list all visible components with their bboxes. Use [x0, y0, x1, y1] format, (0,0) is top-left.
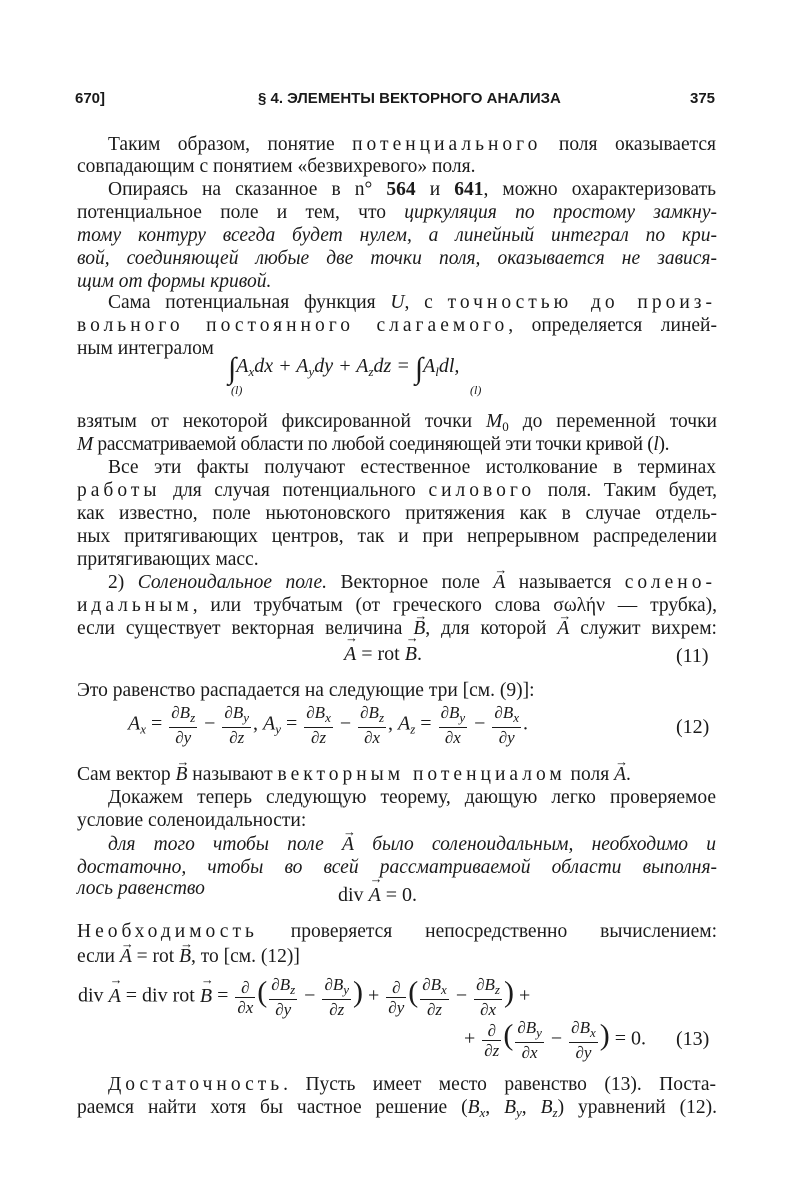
paragraph-line: вой, соединяющей любые две точки поля, оказывается не завися-: [77, 248, 717, 269]
paragraph-line: раемся найти хотя бы частное решение ($B_x$, $B_y$, $B_z$) уравнений (12).: [77, 1097, 718, 1120]
paragraph-line: условие соленоидальности:: [77, 810, 307, 831]
integral-limit: (l): [470, 383, 482, 397]
paragraph-line: Достаточность. Пусть имеет место равенство (13). Поста-: [108, 1074, 716, 1095]
paragraph-line: тому контуру всегда будет нулем, а линейный интеграл по кри-: [77, 225, 717, 246]
equation-number: (13): [676, 1028, 710, 1050]
equation-12: $A_x$ = $\frac{\partial B_z}{\partial y}$ − $\frac{\partial B_y}{\partial z}$ , $A_y$ = $\frac{\partial B_x}{\partial z}$ − $\frac{\partial B_z}{\partial x}$ , $A_z$ = $\frac{\partial B_y}{\partial x}$ − $\frac{\partial B_x}{\partial y}$ .: [128, 703, 528, 747]
equation-13-part2: + $\frac{\partial}{\partial z}$ ( $\frac{\partial B_y}{\partial x}$ − $\frac{\partial B_x}{\partial y}$ ) = 0.: [464, 1018, 647, 1062]
theorem-line: для того чтобы поле → A было соленоидальным, необходимо и: [108, 833, 716, 857]
paragraph-line: щим от формы кривой.: [77, 271, 272, 292]
equation-div-zero: div → A = 0.: [338, 884, 417, 907]
paragraph-line: Сама потенциальная функция U, с точностью до произ-: [108, 292, 716, 313]
paragraph-line: Опираясь на сказанное в n° 564 и 641, можно охарактеризовать: [108, 179, 717, 200]
paragraph-line: ным интегралом: [77, 338, 214, 359]
paragraph-line: совпадающим с понятием «безвихревого» поля.: [77, 156, 476, 177]
paragraph-line: потенциальное поле и тем, что циркуляция по простому замкну-: [77, 202, 718, 223]
paragraph-line: если существует векторная величина → B, для которой → A служит вихрем:: [77, 617, 717, 641]
paragraph-line: ных притягивающих центров, так и при непрерывном распределении: [77, 526, 717, 547]
equation-number: (11): [676, 645, 709, 667]
paragraph-line: Это равенство распадается на следующие три [см. (9)]:: [77, 680, 535, 701]
paragraph-line: Сам вектор → B называют векторным потенциалом поля → A.: [77, 763, 631, 787]
paragraph-line: притягивающих масс.: [77, 549, 259, 570]
integral-limit: (l): [231, 383, 243, 397]
paragraph-line: 2) Соленоидальное поле. Векторное поле → A называется солено-: [108, 571, 716, 595]
paragraph-line: работы для случая потенциального силового поля. Таким будет,: [77, 480, 718, 501]
equation-line-integral: $\int A_xdx + A_ydy + A_zdz = \int A_ldl$,: [228, 352, 460, 385]
paragraph-line: M рассматриваемой области по любой соединяющей эти точки кривой (l).: [77, 434, 670, 455]
paragraph-line: Таким образом, понятие потенциального поля оказывается: [108, 134, 716, 155]
theorem-line: лось равенство: [77, 878, 205, 899]
equation-11: → A = rot → B.: [344, 643, 422, 666]
paragraph-line: Необходимость проверяется непосредственно вычислением:: [77, 921, 717, 942]
paragraph-line: как известно, поле ньютоновского притяжения как в случае отдель-: [77, 503, 717, 524]
paragraph-line: вольного постоянного слагаемого, определяется линей-: [77, 315, 717, 336]
equation-number: (12): [676, 716, 710, 738]
paragraph-line: идальным, или трубчатым (от греческого слова σωλήν — трубка),: [77, 595, 717, 616]
paragraph-line: Все эти факты получают естественное истолкование в терминах: [108, 457, 716, 478]
paragraph-line: Докажем теперь следующую теорему, дающую легко проверяемое: [108, 787, 716, 808]
paragraph-line: если → A = rot → B, то [см. (12)]: [77, 945, 300, 969]
page-number: 375: [690, 90, 716, 107]
running-title: § 4. ЭЛЕМЕНТЫ ВЕКТОРНОГО АНАЛИЗА: [258, 90, 561, 107]
paragraph-line: взятым от некоторой фиксированной точки $M_0$ до переменной точки: [77, 411, 717, 434]
theorem-line: достаточно, чтобы во всей рассматриваемой области выполня-: [77, 857, 717, 878]
section-number: 670]: [75, 90, 106, 107]
equation-13-part1: div → A = div rot → B = $\frac{\partial}{\partial x}$ ( $\frac{\partial B_z}{\partial y}$ − $\frac{\partial B_y}{\partial z}$ ) + $\frac{\partial}{\partial y}$ ( $\frac{\partial B_x}{\partial z}$ − $\frac{\partial B_z}{\partial x}$ ) +: [78, 975, 530, 1019]
